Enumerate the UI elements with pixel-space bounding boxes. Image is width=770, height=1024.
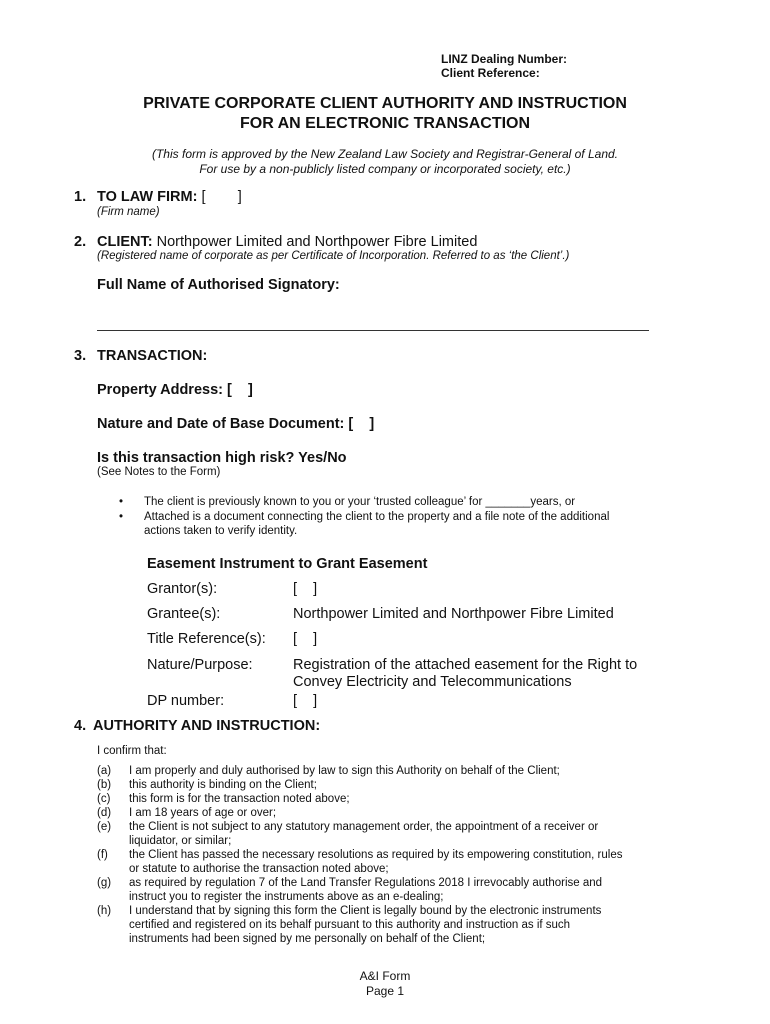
bullet-line: Attached is a document connecting the client to the property and a file note of the additional <box>144 511 610 523</box>
bullet-symbol: • <box>119 496 124 508</box>
item-label: (a) <box>97 765 112 777</box>
nature-purpose-label: Nature/Purpose: <box>147 657 253 673</box>
section1-heading: TO LAW FIRM: <box>97 189 198 205</box>
high-risk-hint: (See Notes to the Form) <box>97 466 221 478</box>
section4-number: 4. <box>74 718 87 734</box>
item-label: (f) <box>97 849 108 861</box>
section4-intro: I confirm that: <box>97 745 167 757</box>
bullet-symbol: • <box>119 511 124 523</box>
section1-hint: (Firm name) <box>97 206 160 218</box>
client-reference-label: Client Reference: <box>441 66 540 80</box>
base-document-field[interactable]: [ ] <box>348 416 375 432</box>
signatory-label: Full Name of Authorised Signatory: <box>97 277 340 293</box>
item-label: (e) <box>97 821 112 833</box>
section2-heading: CLIENT: <box>97 234 153 250</box>
title-reference-field[interactable]: [ ] <box>293 631 318 647</box>
property-address-row <box>97 382 253 398</box>
grantee-label: Grantee(s): <box>147 606 221 622</box>
section1-line <box>97 189 242 205</box>
item-text: or statute to authorise the transaction noted above; <box>129 863 389 875</box>
property-address-field[interactable]: [ ] <box>227 382 253 398</box>
item-text: the Client has passed the necessary resolutions as required by its empowering constitution, rules <box>129 849 623 861</box>
section3-heading: TRANSACTION: <box>97 348 208 364</box>
section1-number: 1. <box>74 189 87 205</box>
item-text: this authority is binding on the Client; <box>129 779 317 791</box>
item-label: (g) <box>97 877 112 889</box>
item-text: instruct you to register the instruments above as an e-dealing; <box>129 891 444 903</box>
grantor-field[interactable]: [ ] <box>293 581 318 597</box>
item-text: instruments had been signed by me personally on behalf of the Client; <box>129 933 486 945</box>
item-label: (c) <box>97 793 111 805</box>
approval-note-line2: For use by a non-publicly listed company or incorporated society, etc.) <box>199 162 571 176</box>
footer-form-name: A&I Form <box>359 969 411 983</box>
dp-number-field[interactable]: [ ] <box>293 693 318 709</box>
page-title-line2: FOR AN ELECTRONIC TRANSACTION <box>239 115 531 132</box>
grantor-label: Grantor(s): <box>147 581 218 597</box>
item-text: the Client is not subject to any statutory management order, the appointment of a receiver or <box>129 821 599 833</box>
bullet-line: The client is previously known to you or your ‘trusted colleague’ for _______years, or <box>144 496 576 508</box>
item-label: (b) <box>97 779 112 791</box>
footer-page-number: Page 1 <box>365 984 405 998</box>
page-title-line1: PRIVATE CORPORATE CLIENT AUTHORITY AND INSTRUCTION <box>143 95 627 112</box>
section2-line <box>97 234 477 250</box>
base-document-label: Nature and Date of Base Document: <box>97 416 345 432</box>
section2-number: 2. <box>74 234 87 250</box>
section4-heading: AUTHORITY AND INSTRUCTION: <box>93 718 321 734</box>
client-name-value: Northpower Limited and Northpower Fibre Limited <box>156 234 478 250</box>
item-text: liquidator, or similar; <box>129 835 232 847</box>
base-document-row <box>97 416 374 432</box>
title-reference-label: Title Reference(s): <box>147 631 266 647</box>
approval-note-line1: (This form is approved by the New Zealand Law Society and Registrar-General of Land. <box>151 147 618 161</box>
item-label: (h) <box>97 905 112 917</box>
section3-number: 3. <box>74 348 87 364</box>
dp-number-label: DP number: <box>147 693 225 709</box>
instrument-title: Easement Instrument to Grant Easement <box>147 556 428 572</box>
nature-purpose-value: Convey Electricity and Telecommunications <box>293 674 572 690</box>
item-text: I am properly and duly authorised by law to sign this Authority on behalf of the Client; <box>129 765 560 777</box>
property-address-label: Property Address: <box>97 382 223 398</box>
signatory-name-line[interactable] <box>97 330 649 331</box>
item-text: I understand that by signing this form the Client is legally bound by the electronic instruments <box>129 905 602 917</box>
high-risk-label: Is this transaction high risk? Yes/No <box>97 450 347 466</box>
grantee-value: Northpower Limited and Northpower Fibre Limited <box>293 606 614 622</box>
bullet-line: actions taken to verify identity. <box>144 525 298 537</box>
dealing-number-label: LINZ Dealing Number: <box>441 52 568 66</box>
firm-name-field[interactable]: [ ] <box>201 189 242 205</box>
item-text: I am 18 years of age or over; <box>129 807 277 819</box>
item-text: as required by regulation 7 of the Land Transfer Regulations 2018 I irrevocably authorise and <box>129 877 603 889</box>
item-label: (d) <box>97 807 112 819</box>
item-text: this form is for the transaction noted above; <box>129 793 350 805</box>
section2-hint: (Registered name of corporate as per Certificate of Incorporation. Referred to as ‘the Client’.) <box>97 250 570 262</box>
nature-purpose-value: Registration of the attached easement for the Right to <box>293 657 638 673</box>
item-text: certified and registered on its behalf pursuant to this authority and instruction as if such <box>129 919 571 931</box>
